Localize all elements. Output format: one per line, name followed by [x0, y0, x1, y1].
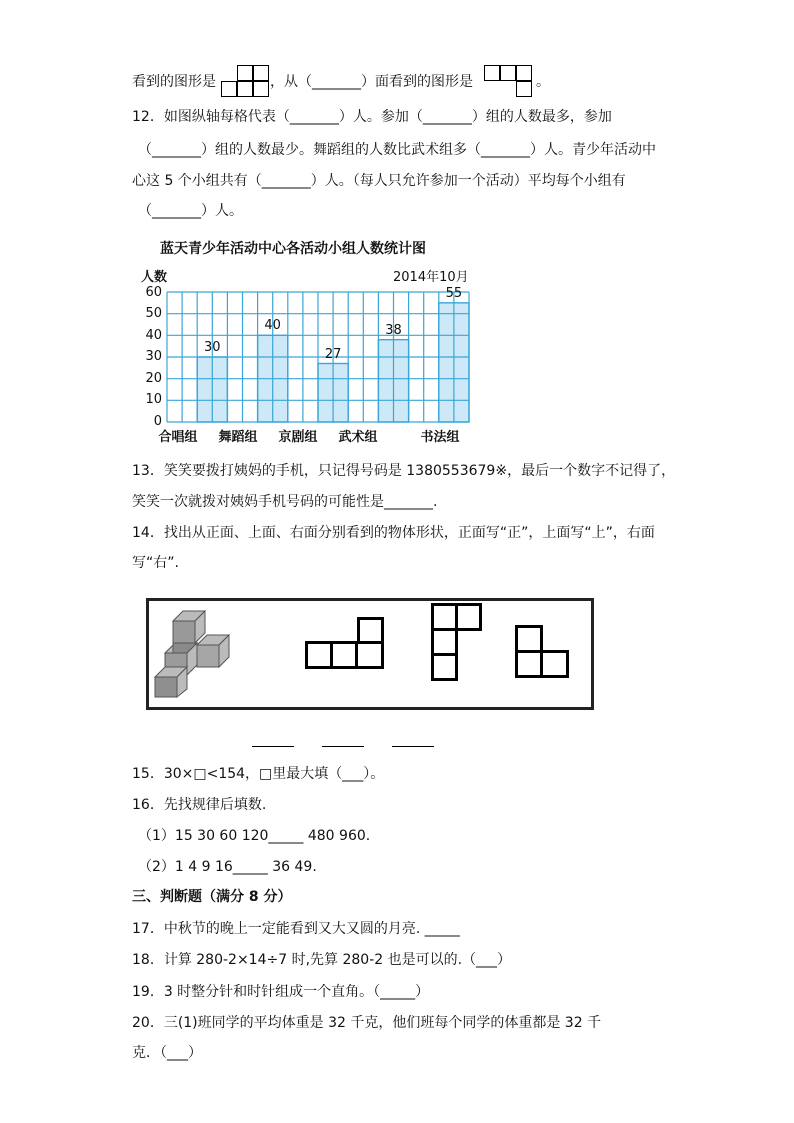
y-tick-label: 50 — [145, 306, 162, 321]
q17-line: 17．中秋节的晚上一定能看到又大又圆的月亮. _____ — [132, 921, 460, 937]
y-tick-label: 30 — [145, 349, 162, 364]
q16-sub-2: （2）1 4 9 16_____ 36 49. — [138, 859, 317, 875]
q20-line-1: 20．三(1)班同学的平均体重是 32 千克，他们班每个同学的体重都是 32 千 — [132, 1015, 602, 1031]
view-shape-a — [305, 617, 383, 673]
chart-plot-area — [130, 232, 490, 447]
q11-tail-text-c: 。 — [536, 74, 550, 90]
q12-line-3: 心这 5 个小组共有（_______）人。（每人只允许参加一个活动）平均每个小组有 — [132, 173, 626, 189]
q14-line-2: 写“右”. — [132, 555, 179, 571]
y-tick-label: 20 — [145, 371, 162, 386]
answer-blank-right[interactable] — [392, 745, 434, 747]
y-tick-label: 40 — [145, 328, 162, 343]
y-axis-label: 人数 — [141, 270, 168, 285]
cube-stack-picture — [153, 607, 245, 699]
q18-line: 18．计算 280-2×14÷7 时,先算 280-2 也是可以的.（___） — [132, 952, 512, 968]
q12-line-4: （_______）人。 — [138, 203, 243, 219]
q13-line-2: 笑笑一次就拨对姨妈手机号码的可能性是_______. — [132, 494, 438, 510]
q14-line-1: 14．找出从正面、上面、右面分别看到的物体形状，正面写“正”，上面写“上”，右面 — [132, 525, 655, 541]
y-tick-label: 0 — [153, 414, 162, 429]
y-tick-label: 60 — [145, 285, 162, 300]
category-label: 武术组 — [338, 430, 378, 445]
q16-line: 16．先找规律后填数. — [132, 797, 267, 813]
q15-line: 15．30×□<154，□里最大填（___）。 — [132, 766, 385, 782]
category-label: 舞蹈组 — [218, 430, 258, 445]
q16-sub-1: （1）15 30 60 120_____ 480 960. — [138, 828, 371, 844]
views-figure-box — [146, 598, 594, 710]
side-view-figure-2 — [484, 65, 532, 97]
category-label: 合唱组 — [158, 430, 198, 445]
answer-blank-top[interactable] — [322, 745, 364, 747]
q19-line: 19．3 时整分针和时针组成一个直角。（_____） — [132, 984, 430, 1000]
bar-value-label: 38 — [385, 322, 402, 338]
category-label: 书法组 — [420, 430, 460, 445]
q20-line-2: 克．（___） — [132, 1045, 202, 1061]
category-label: 京剧组 — [278, 430, 318, 445]
q13-line-1: 13．笑笑要拨打姨妈的手机，只记得号码是 1380553679※，最后一个数字不记得了， — [132, 463, 676, 479]
bar-value-label: 40 — [264, 318, 281, 334]
view-shape-c — [515, 625, 571, 681]
q12-line-1: 12．如图纵轴每格代表（_______）人。参加（_______）组的人数最多，参加 — [132, 109, 612, 125]
y-tick-label: 10 — [145, 392, 162, 407]
chart-title: 蓝天青少年活动中心各活动小组人数统计图 — [160, 241, 426, 257]
section-3-heading: 三、判断题（满分 8 分） — [132, 889, 292, 905]
bar-value-label: 27 — [324, 346, 342, 362]
q11-tail-text-a: 看到的图形是 — [132, 74, 216, 90]
bar-chart — [130, 232, 490, 447]
view-shape-b — [429, 603, 485, 683]
q11-tail-text-b: ，从（_______）面看到的图形是 — [270, 74, 473, 90]
q12-line-2: （_______）组的人数最少。舞蹈组的人数比武术组多（_______）人。青少年活动中 — [138, 142, 656, 158]
chart-date-label: 2014年10月 — [393, 270, 469, 285]
bar-value-label: 30 — [204, 340, 221, 355]
bar-value-label: 55 — [445, 285, 463, 301]
answer-blank-front[interactable] — [252, 745, 294, 747]
side-view-figure-1 — [221, 65, 269, 97]
